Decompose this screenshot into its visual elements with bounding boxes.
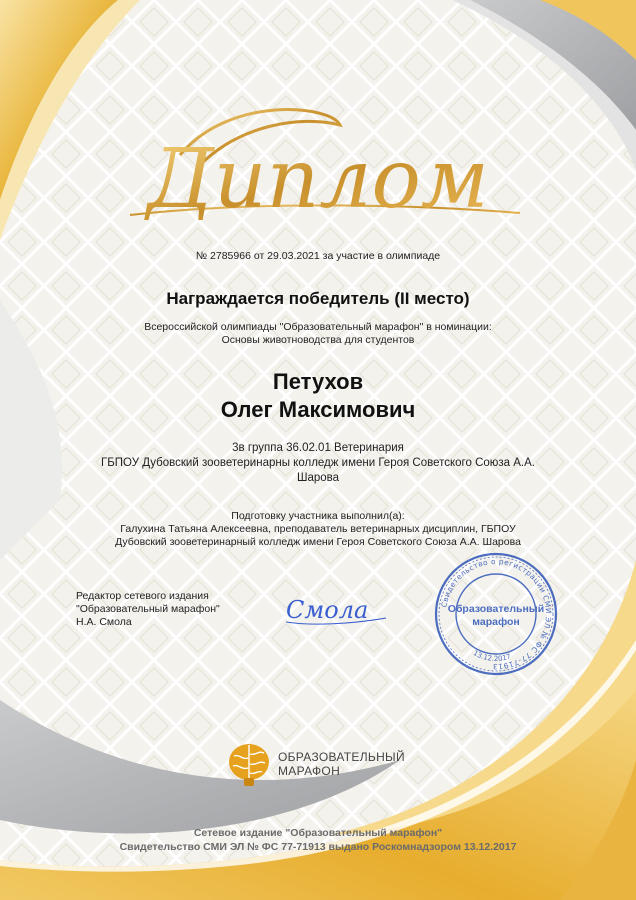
editor-info: [76, 590, 220, 629]
stamp-date: 13.12.2017: [471, 649, 513, 663]
stamp-center-line-2: марафон: [472, 616, 520, 628]
nomination-text: [0, 321, 636, 347]
brain-icon: [226, 740, 272, 788]
svg-text:13.12.2017: [472, 649, 512, 663]
preparer-line-2: Галухина Татьяна Алексеевна, преподаватель ветеринарных дисциплин, ГБПОУ: [120, 523, 516, 535]
preparer-line-1: Подготовку участника выполнил(а):: [231, 510, 405, 522]
stamp-ring-text: Свидетельство о регистрации СМИ ЭЛ № ФС 77-71913: [439, 556, 554, 672]
editor-signature: [282, 588, 392, 630]
official-stamp: [432, 550, 560, 678]
group-line-3: Шарова: [296, 472, 340, 484]
recipient-name: [0, 368, 636, 424]
logo-text: [278, 750, 405, 778]
stamp-center-line-1: Образовательный: [447, 603, 545, 615]
group-line-2: ГБПОУ Дубовский зооветеринарны колледж имени Героя Советского Союза А.А.: [101, 457, 535, 469]
brand-logo: [226, 740, 426, 788]
signature-text: Смола: [286, 596, 369, 624]
editor-line-1: Редактор сетевого издания: [76, 590, 209, 602]
logo-line-1: ОБРАЗОВАТЕЛЬНЫЙ: [278, 750, 405, 764]
preparer-info: [0, 510, 636, 549]
preparer-line-3: Дубовский зооветеринарный колледж имени Героя Советского Союза А.А. Шарова: [115, 536, 521, 548]
editor-line-2: "Образовательный марафон": [76, 603, 220, 615]
nomination-line-2: Основы животноводства для студентов: [221, 334, 415, 346]
footer-line-1: Сетевое издание "Образовательный марафон": [193, 827, 443, 839]
recipient-first-names: Олег Максимович: [220, 397, 416, 422]
logo-line-2: МАРАФОН: [278, 764, 341, 778]
nomination-line-1: Всероссийской олимпиады "Образовательный марафон" в номинации:: [144, 321, 492, 333]
editor-line-3: Н.А. Смола: [76, 616, 132, 628]
group-info: [0, 441, 636, 486]
footer-line-2: Свидетельство СМИ ЭЛ № ФС 77-71913 выдано Роскомнадзором 13.12.2017: [119, 841, 517, 853]
group-line-1: 3в группа 36.02.01 Ветеринария: [232, 442, 404, 454]
document-number: № 2785966 от 29.03.2021 за участие в олимпиаде: [195, 250, 441, 262]
footer-info: [0, 826, 636, 854]
diploma-title: [0, 95, 636, 235]
recipient-last-name: Петухов: [272, 369, 364, 394]
award-heading: Награждается победитель (II место): [166, 289, 470, 308]
diploma-title-text: Диплом: [147, 132, 489, 227]
